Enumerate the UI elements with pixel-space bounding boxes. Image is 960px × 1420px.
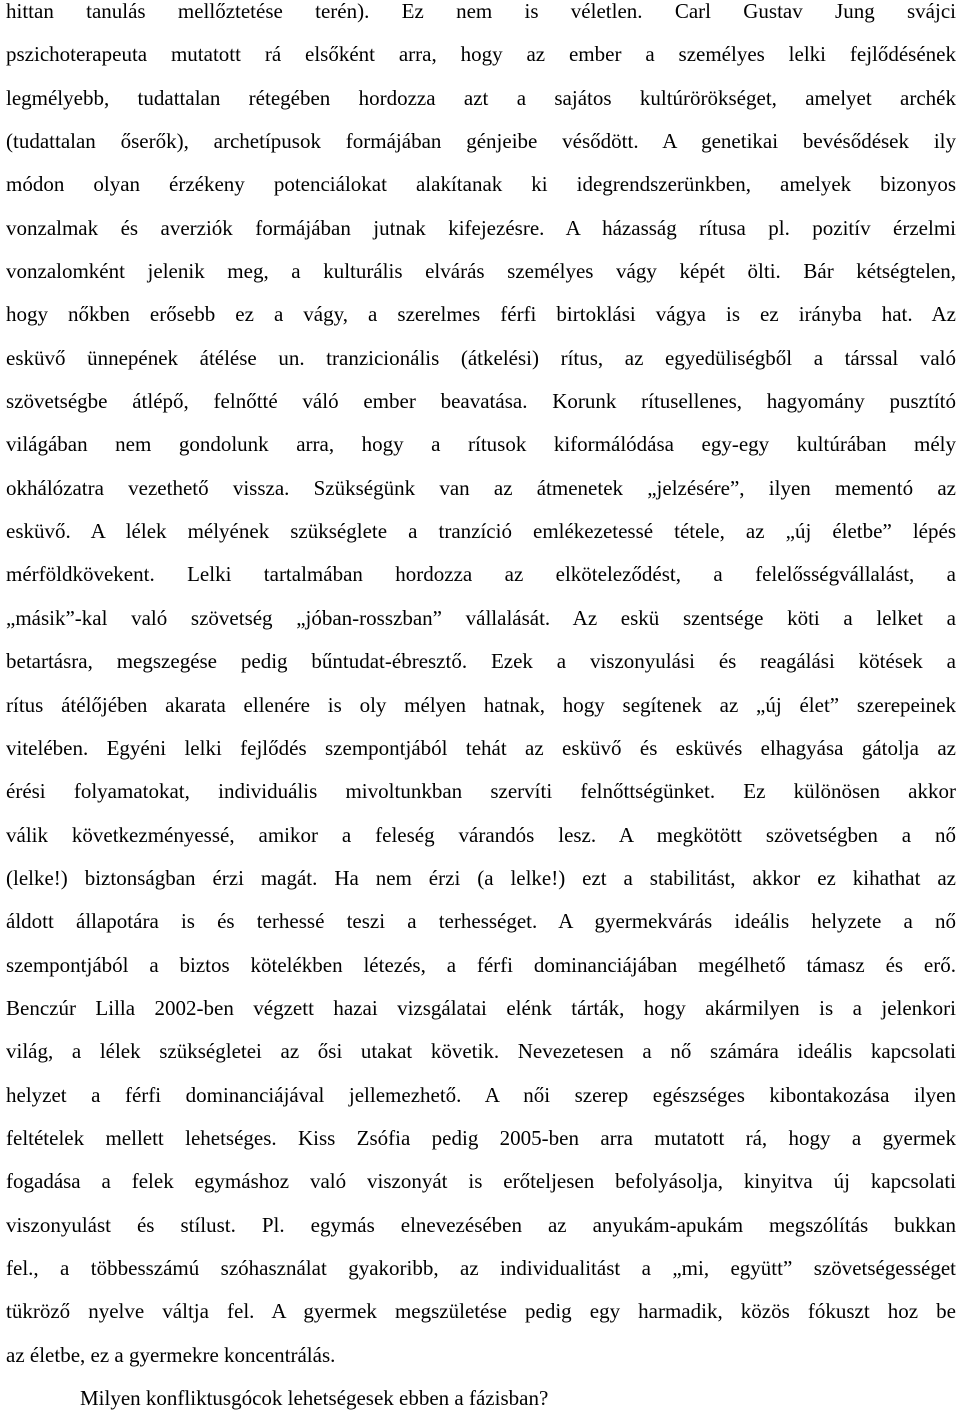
text-line: mérföldkövekent. Lelki tartalmában hordozza az elköteleződést, a felelősségvállalást, a <box>6 562 956 587</box>
text-line: legmélyebb, tudattalan rétegében hordozza azt a sajátos kultúrörökséget, amelyet archék <box>6 85 956 110</box>
text-line: hittan tanulás mellőztetése terén). Ez nem is véletlen. Carl Gustav Jung svájci <box>6 0 956 23</box>
text-line: szempontjából a biztos kötelékben létezés, a férfi dominanciájában megélhető támasz és erő. <box>6 952 956 977</box>
text-line: világában nem gondolunk arra, hogy a rítusok kiformálódása egy-egy kultúrában mély <box>6 432 956 457</box>
text-line: szövetségbe átlépő, felnőtté váló ember beavatása. Korunk rítusellenes, hagyomány pusztító <box>6 389 956 414</box>
text-line: fel., a többesszámú szóhasználat gyakoribb, az individualitást a „mi, együtt” szövetségességet <box>6 1255 956 1280</box>
text-line: feltételek mellett lehetséges. Kiss Zsófia pedig 2005-ben arra mutatott rá, hogy a gyermek <box>6 1125 956 1150</box>
text-line: (lelke!) biztonságban érzi magát. Ha nem érzi (a lelke!) ezt a stabilitást, akkor ez kihathat az <box>6 865 956 890</box>
text-line: esküvő. A lélek mélyének szükséglete a tranzíció emlékezetessé tétele, az „új életbe” lépés <box>6 519 956 544</box>
text-line: vonzalmak és averziók formájában jutnak kifejezésre. A házasság rítusa pl. pozitív érzelmi <box>6 215 956 240</box>
document-page <box>6 0 956 1420</box>
text-line: okhálózatra vezethető vissza. Szükségünk van az átmenetek „jelzésére”, ilyen mementó az <box>6 475 956 500</box>
text-line-last: az életbe, ez a gyermekre koncentrálás. <box>6 1342 336 1367</box>
text-line: módon olyan érzékeny potenciálokat alakítanak ki idegrendszerünkben, amelyek bizonyos <box>6 172 956 197</box>
text-line: hogy nőkben erősebb ez a vágy, a szerelmes férfi birtoklási vágya is ez irányba hat. Az <box>6 302 956 327</box>
body-paragraph <box>6 0 956 1377</box>
section-question: Milyen konfliktusgócok lehetségesek ebben a fázisban? <box>80 1386 549 1410</box>
text-line: vonzalomként jelenik meg, a kulturális elvárás személyes vágy képét ölti. Bár kétségtelen, <box>6 259 956 284</box>
text-line: esküvő ünnepének átélése un. tranzicionális (átkelési) rítus, az egyedüliségből a társsal való <box>6 345 956 370</box>
text-line: világ, a lélek szükségletei az ősi utakat követik. Nevezetesen a nő számára ideális kapcsolati <box>6 1039 956 1064</box>
text-line: vitelében. Egyéni lelki fejlődés szempontjából tehát az esküvő és esküvés elhagyása gátolja az <box>6 735 956 760</box>
text-line: viszonyulást és stílust. Pl. egymás elnevezésében az anyukám-apukám megszólítás bukkan <box>6 1212 956 1237</box>
text-line: tükröző nyelve váltja fel. A gyermek megszületése pedig egy harmadik, közös fókuszt hoz be <box>6 1299 956 1324</box>
text-line: (tudattalan őserők), archetípusok formájában génjeibe vésődött. A genetikai bevésődések ily <box>6 129 956 154</box>
text-line: érési folyamatokat, individuális mivoltunkban szervíti felnőttségünket. Ez különösen akkor <box>6 779 956 804</box>
text-line: betartásra, megszegése pedig bűntudat-ébresztő. Ezek a viszonyulási és reagálási kötések a <box>6 649 956 674</box>
text-line: helyzet a férfi dominanciájával jellemezhető. A női szerep egészséges kibontakozása ilyen <box>6 1082 956 1107</box>
text-line: válik következményessé, amikor a feleség várandós lesz. A megkötött szövetségben a nő <box>6 822 956 847</box>
text-line: fogadása a felek egymáshoz való viszonyát is erőteljesen befolyásolja, kinyitva új kapcsolati <box>6 1169 956 1194</box>
text-line: rítus átélőjében akarata ellenére is oly mélyen hatnak, hogy segítenek az „új élet” szerepeinek <box>6 692 956 717</box>
text-line: áldott állapotára is és terhessé teszi a terhességet. A gyermekvárás ideális helyzete a nő <box>6 909 956 934</box>
text-line: pszichoterapeuta mutatott rá elsőként arra, hogy az ember a személyes lelki fejlődésének <box>6 42 956 67</box>
text-line: „másik”-kal való szövetség „jóban-rosszban” vállalását. Az eskü szentsége köti a lelket a <box>6 605 956 630</box>
text-line: Benczúr Lilla 2002-ben végzett hazai vizsgálatai elénk tárták, hogy akármilyen is a jelenkori <box>6 995 956 1020</box>
